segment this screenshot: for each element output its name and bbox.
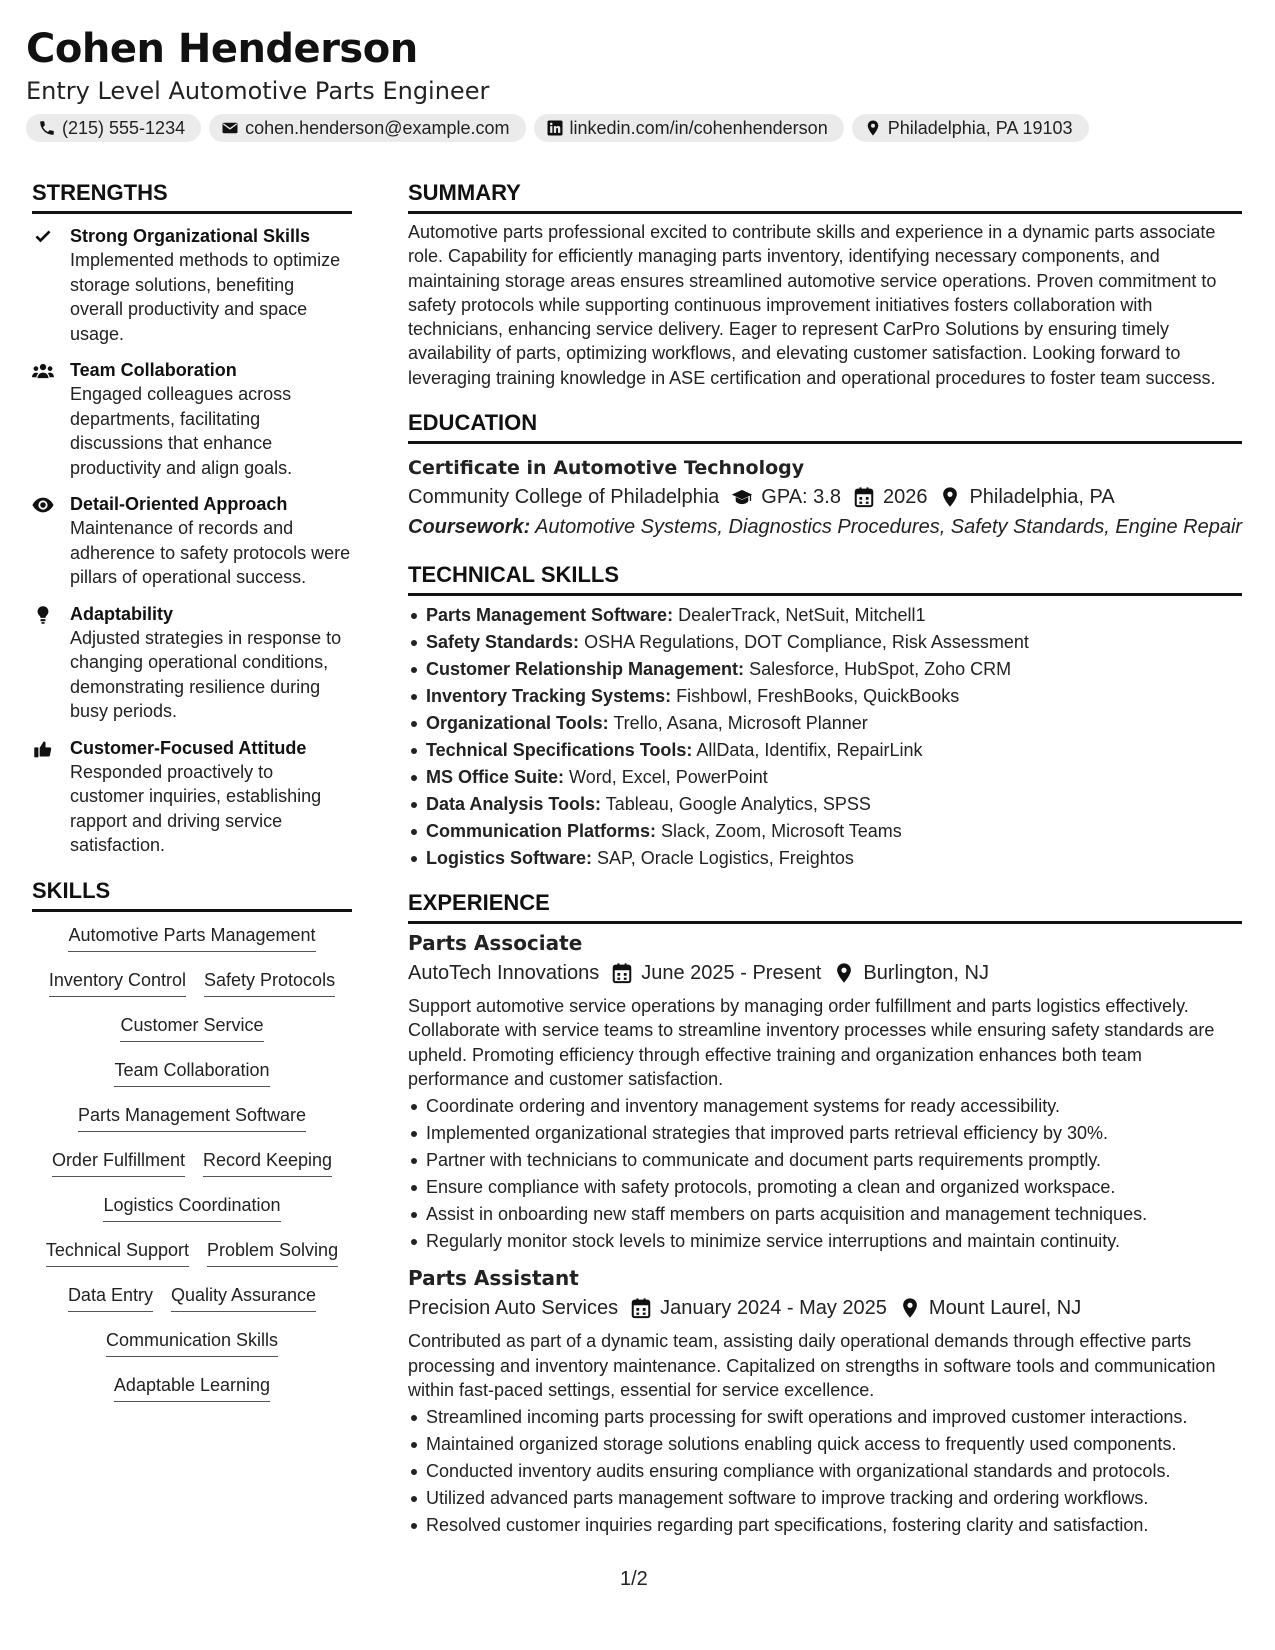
tech-skill-value: DealerTrack, NetSuit, Mitchell1 [678,605,926,626]
job-dates: June 2025 - Present [641,962,822,985]
education-year: 2026 [882,486,928,509]
job-description: Support automotive service operations by managing order fulfillment and parts logistics effectively. Collaborate with service teams to streamline inventory processes while ensuring safety standards are upheld. Promoting efficiency through effective training and organization enhances both team performance and customer satisfaction. [408,996,1215,1089]
tech-skill-label: Technical Specifications Tools: [426,740,693,761]
technical-skills-list [408,602,1242,872]
summary-heading: SUMMARY [408,178,1242,214]
list-item [408,764,1242,791]
strength-title: Detail-Oriented Approach [70,494,288,514]
tech-skill-value: Trello, Asana, Microsoft Planner [613,713,868,734]
envelope-icon [221,119,239,137]
strength-desc: Engaged colleagues across departments, facilitating discussions that enhance productivity and align goals. [70,384,293,478]
list-item: Regularly monitor stock levels to minimize service interruptions and maintain continuity. [408,1228,1242,1255]
skill-tag: Problem Solving [207,1237,338,1267]
skills-list [32,922,352,1417]
strength-item [32,736,352,858]
calendar-icon [630,1297,652,1319]
skill-tag: Team Collaboration [114,1057,269,1087]
tech-skill-label: Inventory Tracking Systems: [426,686,672,707]
phone-icon [38,119,56,137]
strength-desc: Implemented methods to optimize storage solutions, benefiting overall productivity and space usage. [70,250,341,344]
users-icon [32,361,54,381]
tech-skill-value: Word, Excel, PowerPoint [569,767,768,788]
skills-heading: SKILLS [32,876,352,912]
strength-title: Adaptability [70,603,174,624]
tech-skill-value: AllData, Identifix, RepairLink [696,740,923,761]
contact-location [852,114,1089,142]
education-heading: EDUCATION [408,408,1242,444]
tech-skill-label: Safety Standards: [426,632,580,653]
skill-tag: Quality Assurance [171,1282,316,1312]
strengths-heading: STRENGTHS [32,178,352,214]
job-title: Parts Assistant [408,1266,579,1291]
contact-linkedin[interactable] [534,114,844,142]
job-entry [408,1263,1242,1539]
job-entry [408,928,1242,1255]
location-pin-icon [939,486,961,508]
education-location: Philadelphia, PA [969,486,1115,509]
list-item: Conducted inventory audits ensuring compliance with organizational standards and protocols. [408,1458,1242,1485]
summary-text: Automotive parts professional excited to contribute skills and experience in a dynamic parts associate role. Capability for efficiently managing parts inventory, identifying necessary components, and maintaining storage areas ensures streamlined automotive service operations. Proven commitment to safety protocols while supporting continuous improvement initiatives fosters collaboration with technicians, enhancing service delivery. Eager to represent CarPro Solutions by ensuring timely availability of parts, optimizing workflows, and elevating customer satisfaction. Looking forward to leveraging training knowledge in ASE certification and operational procedures to foster team success. [408,222,1217,388]
lightbulb-icon [32,605,54,625]
company-name: Precision Auto Services [408,1297,619,1320]
list-item [408,737,1242,764]
list-item: Utilized advanced parts management software to improve tracking and ordering workflows. [408,1485,1242,1512]
tech-skill-value: SAP, Oracle Logistics, Freightos [597,848,854,869]
technical-skills-heading: TECHNICAL SKILLS [408,560,1242,596]
email-text: cohen.henderson@example.com [245,117,510,138]
list-item: Ensure compliance with safety protocols, promoting a clean and organized workspace. [408,1174,1242,1201]
location-pin-icon [864,119,882,137]
list-item: Maintained organized storage solutions enabling quick access to frequently used components. [408,1431,1242,1458]
strength-desc: Adjusted strategies in response to changing operational conditions, demonstrating resilience during busy periods. [70,627,342,721]
job-dates: January 2024 - May 2025 [660,1297,887,1320]
tech-skill-label: Customer Relationship Management: [426,659,745,680]
resume-header [26,22,1256,142]
list-item [408,683,1242,710]
location-pin-icon [833,962,855,984]
page-number: 1/2 [620,1568,648,1590]
strength-title: Strong Organizational Skills [70,226,311,246]
tech-skill-label: Organizational Tools: [426,713,609,734]
strengths-list [32,224,352,858]
tech-skill-value: Salesforce, HubSpot, Zoho CRM [749,659,1012,680]
candidate-title: Entry Level Automotive Parts Engineer [26,77,490,105]
tech-skill-label: Parts Management Software: [426,605,674,626]
strength-item [32,492,352,590]
tech-skill-value: Slack, Zoom, Microsoft Teams [661,821,902,842]
gpa-text: GPA: 3.8 [761,486,841,509]
calendar-icon [853,486,875,508]
job-location: Mount Laurel, NJ [928,1297,1082,1320]
linkedin-text: linkedin.com/in/cohenhenderson [569,117,828,138]
skill-tag: Technical Support [46,1237,189,1267]
linkedin-icon [546,119,564,137]
skill-tag: Safety Protocols [204,967,335,997]
checkmark-icon [32,227,54,247]
strength-title: Team Collaboration [70,360,237,380]
tech-skill-value: Tableau, Google Analytics, SPSS [605,794,871,815]
degree-title: Certificate in Automotive Technology [408,457,805,480]
skill-tag: Inventory Control [49,967,186,997]
skill-tag: Record Keeping [203,1147,332,1177]
list-item [408,656,1242,683]
education-meta [408,482,1242,512]
job-meta [408,958,1242,988]
list-item: Streamlined incoming parts processing for swift operations and improved customer interactions. [408,1404,1242,1431]
tech-skill-label: MS Office Suite: [426,767,565,788]
location-pin-icon [899,1297,921,1319]
strength-item [32,358,352,480]
list-item: Implemented organizational strategies that improved parts retrieval efficiency by 30%. [408,1120,1242,1147]
skill-tag: Data Entry [68,1282,153,1312]
eye-icon [32,495,54,515]
strength-desc: Responded proactively to customer inquiries, establishing rapport and driving service satisfaction. [70,761,322,855]
tech-skill-label: Communication Platforms: [426,821,657,842]
list-item [408,629,1242,656]
tech-skill-label: Logistics Software: [426,848,593,869]
list-item [408,710,1242,737]
company-name: AutoTech Innovations [408,962,600,985]
location-text: Philadelphia, PA 19103 [887,117,1073,138]
coursework-text: Automotive Systems, Diagnostics Procedures, Safety Standards, Engine Repair [535,516,1243,539]
skill-tag: Automotive Parts Management [68,922,315,952]
experience-heading: EXPERIENCE [408,888,1242,924]
coursework-label: Coursework: [408,516,531,539]
job-description: Contributed as part of a dynamic team, assisting daily operational demands through effective parts processing and inventory maintenance. Capitalized on strengths in software tools and communication within fast-paced settings, essential for service excellence. [408,1331,1216,1400]
skill-tag: Adaptable Learning [114,1372,270,1402]
tech-skill-label: Data Analysis Tools: [426,794,602,815]
school-name: Community College of Philadelphia [408,486,720,509]
job-location: Burlington, NJ [863,962,989,985]
calendar-icon [611,962,633,984]
job-title: Parts Associate [408,931,583,956]
list-item: Resolved customer inquiries regarding part specifications, fostering clarity and satisfaction. [408,1512,1242,1539]
list-item [408,818,1242,845]
strength-desc: Maintenance of records and adherence to safety protocols were pillars of operational success. [70,518,351,587]
list-item: Coordinate ordering and inventory management systems for ready accessibility. [408,1093,1242,1120]
list-item [408,602,1242,629]
job-bullets [408,1093,1242,1255]
contact-email[interactable] [209,114,525,142]
coursework-line [408,512,1242,542]
skill-tag: Logistics Coordination [103,1192,280,1222]
strength-item [32,602,352,724]
right-column [408,178,1242,1539]
phone-text: (215) 555-1234 [62,117,186,138]
left-column [32,178,352,1417]
job-meta [408,1293,1242,1323]
list-item: Assist in onboarding new staff members on parts acquisition and management techniques. [408,1201,1242,1228]
skill-tag: Order Fulfillment [52,1147,185,1177]
thumbs-up-icon [32,739,54,759]
skill-tag: Customer Service [120,1012,263,1042]
job-bullets [408,1404,1242,1539]
contact-bar [26,114,1256,142]
list-item [408,845,1242,872]
tech-skill-value: OSHA Regulations, DOT Compliance, Risk Assessment [584,632,1029,653]
strength-item [32,224,352,346]
graduation-cap-icon [731,486,753,508]
tech-skill-value: Fishbowl, FreshBooks, QuickBooks [676,686,960,707]
contact-phone[interactable] [26,114,201,142]
list-item [408,791,1242,818]
skill-tag: Parts Management Software [78,1102,306,1132]
candidate-name: Cohen Henderson [26,26,418,72]
list-item: Partner with technicians to communicate and document parts requirements promptly. [408,1147,1242,1174]
strength-title: Customer-Focused Attitude [70,737,307,758]
skill-tag: Communication Skills [106,1327,278,1357]
